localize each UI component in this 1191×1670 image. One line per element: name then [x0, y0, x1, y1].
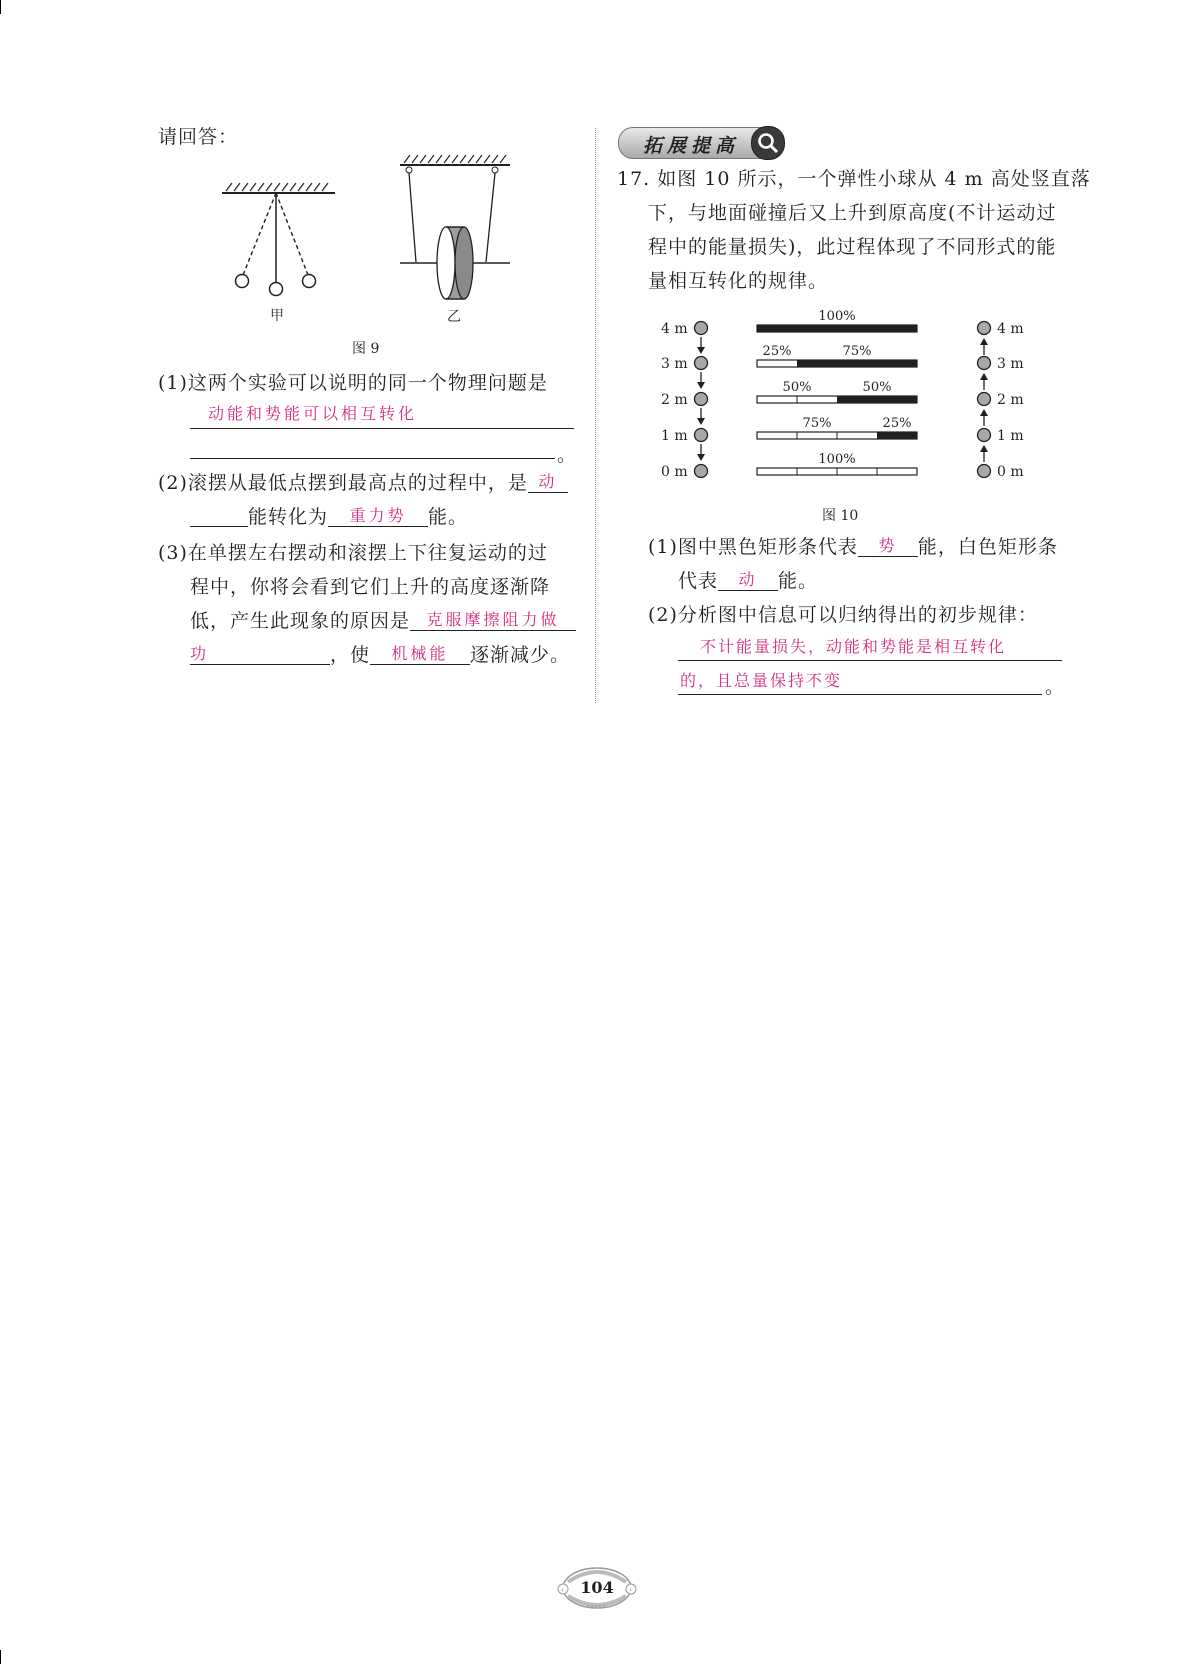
answer-blank: [528, 470, 568, 493]
column-divider: [595, 128, 596, 703]
question-17-line-1: 17. 如图 10 所示，一个弹性小球从 4 m 高处竖直落: [617, 168, 1091, 190]
question-2-mid: 能转化为: [248, 506, 329, 528]
potential-percent-label: 50%: [862, 380, 892, 395]
height-label-left: 1 m: [661, 428, 688, 444]
answer-text: 功: [190, 644, 210, 663]
section-title: 拓展提高: [643, 135, 740, 157]
question-17-line-4: 量相互转化的规律。: [648, 270, 829, 292]
question-17-1-line-2: [678, 564, 818, 598]
height-label-left: 2 m: [661, 392, 688, 408]
answer-blank: [858, 534, 918, 557]
height-label-left: 4 m: [661, 321, 688, 337]
ball-left: [695, 465, 708, 478]
question-3-line-1: (3)在单摆左右摆动和滚摆上下往复运动的过: [158, 542, 548, 564]
crop-mark: [0, 1650, 1, 1664]
potential-percent-label: 25%: [882, 416, 912, 431]
ball-right: [978, 429, 991, 442]
ball-left: [695, 322, 708, 335]
height-label-right: 2 m: [997, 392, 1024, 408]
answer-blank: [190, 642, 330, 665]
arrow-up-head: [980, 373, 988, 380]
question-17-1-prefix: (1)图中黑色矩形条代表: [648, 536, 858, 558]
answer-text: 不计能量损失，动能和势能是相互转化: [700, 637, 1007, 656]
potential-energy-bar: [877, 432, 917, 439]
question-2-text: [158, 466, 568, 500]
page-number-badge: [556, 1562, 638, 1624]
question-17-1-mid: 能，白色矩形条: [917, 536, 1058, 558]
svg-text:‹: ‹: [561, 1586, 564, 1594]
figure-9-label-b: 乙: [447, 309, 461, 325]
potential-percent-label: 75%: [842, 344, 872, 359]
figure-9-label-a: 甲: [270, 308, 284, 324]
intro-text: 请回答：: [158, 126, 239, 148]
height-label-right: 0 m: [997, 464, 1024, 480]
ball-right: [978, 357, 991, 370]
height-label-right: 1 m: [997, 428, 1024, 444]
height-label-right: 4 m: [997, 321, 1024, 337]
answer-blank: [328, 504, 428, 527]
arrow-down-head: [697, 454, 705, 461]
answer-line: [678, 632, 1062, 661]
figure-10-caption: 图 10: [822, 508, 859, 524]
answer-line: [190, 398, 574, 429]
height-label-right: 3 m: [997, 356, 1024, 372]
answer-text: 的，且总量保持不变: [680, 671, 843, 690]
question-17-1-line-1: [648, 530, 1058, 564]
answer-text: 动: [538, 472, 558, 491]
kinetic-percent-label: 50%: [782, 380, 812, 395]
question-17-line-2: 下，与地面碰撞后又上升到原高度(不计运动过: [648, 202, 1057, 224]
height-label-left: 3 m: [661, 356, 688, 372]
answer-line-blank: [190, 458, 555, 459]
arrow-down-head: [697, 347, 705, 354]
question-2-prefix: (2)滚摆从最低点摆到最高点的过程中，是: [158, 472, 528, 494]
arrow-down-head: [697, 418, 705, 425]
ball-left: [695, 429, 708, 442]
question-17-1-line2-prefix: 代表: [678, 570, 719, 592]
answer-blank: [410, 608, 576, 631]
ball-right: [978, 322, 991, 335]
bar-percent-label: 100%: [818, 452, 856, 467]
answer-line: [678, 666, 1042, 695]
question-17-line-3: 程中的能量损失)，此过程体现了不同形式的能: [648, 236, 1057, 258]
ball-right: [978, 465, 991, 478]
answer-text: 动: [738, 570, 758, 589]
answer-text: 势: [878, 536, 898, 555]
question-17-1-end: 能。: [778, 570, 819, 592]
kinetic-percent-label: 25%: [762, 344, 792, 359]
figure-10: [655, 302, 1055, 482]
ball-left: [695, 357, 708, 370]
answer-text: 动能和势能可以相互转化: [208, 404, 418, 423]
question-17-2-text: (2)分析图中信息可以归纳得出的初步规律：: [648, 604, 1038, 626]
question-3-prefix: 低，产生此现象的原因是: [190, 610, 411, 632]
kinetic-percent-label: 75%: [802, 416, 832, 431]
answer-text: 重力势: [349, 506, 407, 525]
page-number: 104: [580, 1578, 614, 1597]
question-3-line-3: [190, 604, 576, 638]
potential-energy-bar: [797, 360, 917, 367]
bar-percent-label: 100%: [818, 309, 856, 324]
height-label-left: 0 m: [661, 464, 688, 480]
section-title-banner: [618, 127, 784, 159]
arrow-up-head: [980, 338, 988, 345]
ball-right: [978, 393, 991, 406]
arrow-down-head: [697, 382, 705, 389]
question-1-end: 。: [557, 444, 578, 466]
question-3-mid: ，使: [330, 644, 371, 666]
answer-blank: [370, 642, 470, 665]
arrow-up-head: [980, 409, 988, 416]
question-3-end: 逐渐减少。: [470, 644, 571, 666]
ball-left: [695, 393, 708, 406]
figure-9-caption: 图 9: [352, 341, 380, 357]
crop-mark: [0, 0, 1, 14]
question-3-line-4: [190, 638, 570, 672]
potential-energy-bar: [837, 396, 917, 403]
answer-text: 克服摩擦阻力做: [426, 610, 560, 629]
answer-blank: [718, 568, 778, 591]
question-17-2-end: 。: [1045, 676, 1066, 698]
question-2-end: 能。: [428, 506, 469, 528]
arrow-up-head: [980, 445, 988, 452]
magnifier-icon: [751, 126, 785, 160]
svg-text:›: ›: [629, 1586, 632, 1594]
question-2-line-2: [190, 500, 468, 534]
question-3-line-2: 程中，你将会看到它们上升的高度逐渐降: [190, 576, 551, 598]
answer-text: 机械能: [391, 644, 449, 663]
question-1-text: (1)这两个实验可以说明的同一个物理问题是: [158, 372, 548, 394]
potential-energy-bar: [757, 325, 917, 332]
answer-blank: [190, 504, 248, 527]
